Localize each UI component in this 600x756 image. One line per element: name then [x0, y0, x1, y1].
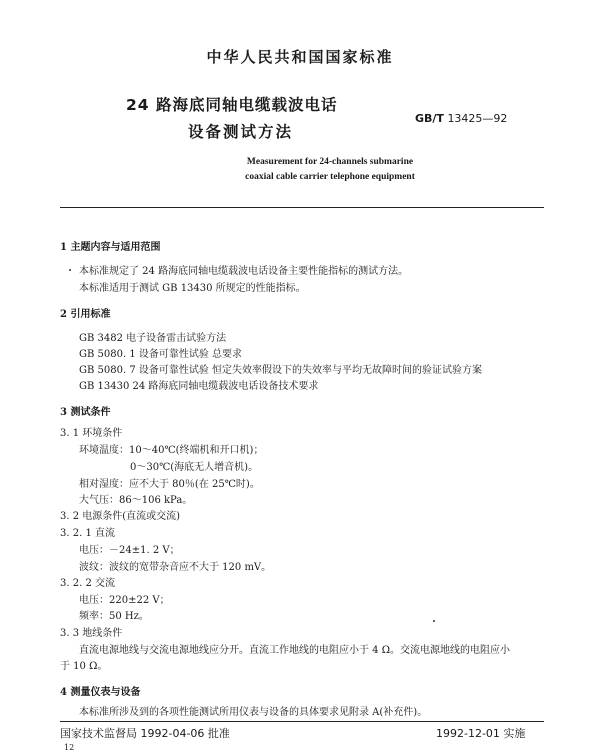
subsection-3-2-2-heading: 3. 2. 2 交流	[60, 578, 115, 589]
section-1-heading: 1 主题内容与适用范围	[60, 242, 161, 253]
subsection-3-3-heading: 3. 3 地线条件	[60, 628, 123, 639]
section-4-paragraph-1: 本标准所涉及到的各项性能测试所用仪表与设备的具体要求见附录 A(补充件)。	[79, 707, 428, 718]
title-line-1: 24 路海底同轴电缆载波电话	[126, 96, 338, 114]
standard-code-prefix: GB/T	[415, 112, 444, 125]
section-4-heading: 4 测量仪表与设备	[60, 687, 141, 698]
temperature-line-2: 0～30℃(海底无人增音机)。	[130, 462, 259, 473]
humidity-line: 相对湿度：应不大于 80％(在 25℃时)。	[79, 479, 260, 490]
header-divider	[60, 207, 544, 208]
ac-frequency-line: 频率：50 Hz。	[79, 611, 149, 622]
footer-divider	[60, 721, 544, 722]
reference-item: GB 3482 电子设备雷击试验方法	[79, 333, 227, 344]
page-number: 12	[64, 743, 75, 752]
subsection-3-1-heading: 3. 1 环境条件	[60, 428, 123, 439]
reference-item: GB 5080. 7 设备可靠性试验 恒定失效率假设下的失效率与平均无故障时间的验证试验方案	[79, 365, 483, 376]
reference-item: GB 13430 24 路海底同轴电缆载波电话设备技术要求	[79, 381, 319, 392]
standard-code-number: 13425—92	[447, 112, 508, 125]
temperature-line-1: 环境温度：10～40℃(终端机和开口机)；	[79, 445, 264, 456]
ac-voltage-line: 电压：220±22 V；	[79, 595, 170, 606]
english-title-line-1: Measurement for 24-channels submarine	[246, 157, 414, 167]
effective-date: 1992-12-01 实施	[436, 727, 526, 740]
section-1-paragraph-1: 本标准规定了 24 路海底同轴电缆载波电话设备主要性能指标的测试方法。	[79, 266, 409, 277]
standard-code	[415, 112, 507, 125]
section-1-paragraph-2: 本标准适用于测试 GB 13430 所规定的性能指标。	[79, 283, 306, 294]
margin-dot	[69, 269, 71, 271]
ground-paragraph-line-2: 于 10 Ω。	[60, 661, 108, 672]
margin-dot	[433, 620, 435, 622]
approval-info: 国家技术监督局 1992-04-06 批准	[60, 727, 230, 740]
ground-paragraph-line-1: 直流电源地线与交流电源地线应分开。直流工作地线的电阻应小于 4 Ω。交流电源地线的电阻应小	[79, 645, 511, 656]
dc-voltage-line: 电压：－24±1. 2 V；	[79, 545, 180, 556]
dc-ripple-line: 波纹：波纹的宽带杂音应不大于 120 mV。	[79, 562, 272, 573]
reference-item: GB 5080. 1 设备可靠性试验 总要求	[79, 349, 243, 360]
pressure-line: 大气压：86～106 kPa。	[79, 495, 193, 506]
subsection-3-2-1-heading: 3. 2. 1 直流	[60, 528, 115, 539]
subsection-3-2-heading: 3. 2 电源条件(直流或交流)	[60, 511, 181, 522]
section-2-heading: 2 引用标准	[60, 309, 111, 320]
issuer-title: 中华人民共和国国家标准	[206, 48, 394, 66]
english-title-line-2: coaxial cable carrier telephone equipment	[245, 172, 415, 182]
section-3-heading: 3 测试条件	[60, 407, 111, 418]
title-line-2: 设备测试方法	[188, 123, 294, 141]
